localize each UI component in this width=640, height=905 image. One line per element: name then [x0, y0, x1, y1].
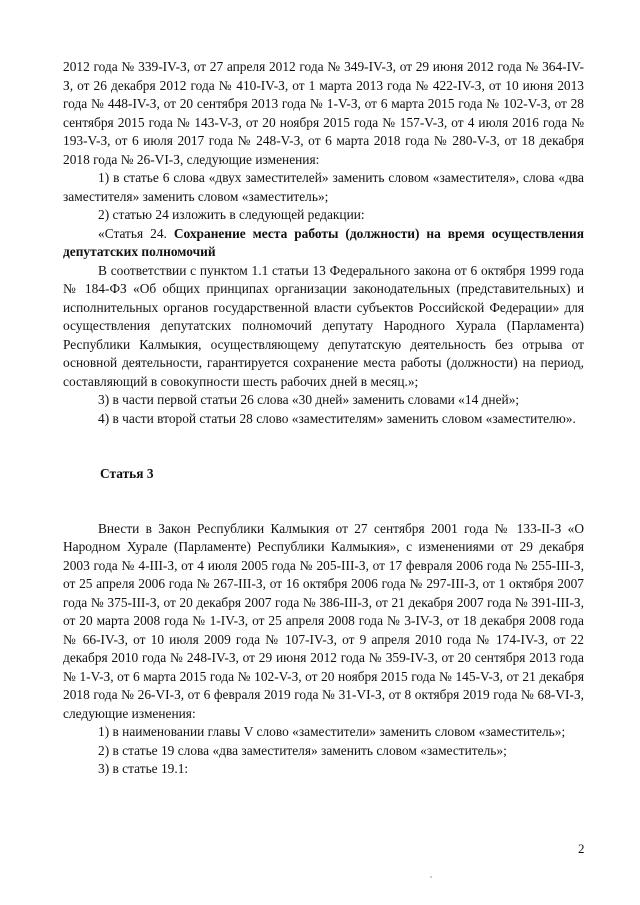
scan-speck — [430, 876, 432, 878]
page-number: 2 — [578, 841, 585, 856]
article-24-prefix: «Статья 24. — [98, 225, 174, 241]
article-24-title-paragraph — [63, 225, 584, 262]
article-24-title: Сохранение места работы (должности) на время осуществления депутатских полномочий — [63, 225, 584, 259]
document-page — [63, 58, 584, 779]
article-3-heading: Статья 3 — [100, 466, 154, 481]
item-2-paragraph: 2) статью 24 изложить в следующей редакции: — [98, 207, 365, 222]
item-3-paragraph: 3) в части первой статьи 26 слова «30 дней» заменить словами «14 дней»; — [98, 392, 520, 407]
item-1-paragraph: 1) в статье 6 слова «двух заместителей» заменить словом «заместителя», слова «два заместителя» заменить словом «заместитель»; — [63, 170, 584, 204]
article-3-item-1: 1) в наименовании главы V слово «заместители» заменить словом «заместитель»; — [98, 724, 566, 739]
article-3-item-3: 3) в статье 19.1: — [98, 761, 189, 776]
article-3-intro: Внести в Закон Республики Калмыкия от 27 сентября 2001 года № 133-II-З «О Народном Хурале (Парламенте) Республики Калмыкия», с изменениями от 29 декабря 2003 года № 4-III-З, от 4 июля 2005 года № 205-III-З, от 17 февраля 2006 года № 255-III-З, от 25 апреля 2006 года № 267-III-З, от 16 октября 2006 года № 297-III-З, от 1 октября 2007 года № 375-III-З, от 20 декабря 2007 года № 386-III-З, от 21 декабря 2007 года № 391-III-З, от 20 марта 2008 года № 1-IV-З, от 25 апреля 2008 года № 3-IV-З, от 18 декабря 2008 года № 66-IV-З, от 10 июля 2009 года № 107-IV-З, от 9 апреля 2010 года № 174-IV-З, от 22 декабря 2010 года № 248-IV-З, от 29 июня 2012 года № 359-IV-З, от 20 сентября 2013 года № 1-V-З, от 6 марта 2015 года № 102-V-З, от 20 ноября 2015 года № 145-V-З, от 21 декабря 2018 года № 26-VI-З, от 6 февраля 2019 года № 31-VI-З, от 8 октября 2019 года № 68-VI-З, следующие изменения: — [63, 520, 584, 721]
amendments-list-paragraph: 2012 года № 339-IV-З, от 27 апреля 2012 года № 349-IV-З, от 29 июня 2012 года № 364-IV-З, от 26 декабря 2012 года № 410-IV-З, от 1 марта 2013 года № 422-IV-З, от 10 июня 2013 года № 448-IV-З, от 20 сентября 2013 года № 1-V-З, от 6 марта 2015 года № 102-V-З, от 28 сентября 2015 года № 143-V-З, от 20 ноября 2015 года № 157-V-З, от 4 июля 2016 года № 193-V-З, от 6 июля 2017 года № 248-V-З, от 6 марта 2018 года № 280-V-З, от 18 декабря 2018 года № 26-VI-З, следующие изменения: — [63, 59, 584, 167]
item-4-paragraph: 4) в части второй статьи 28 слово «заместителям» заменить словом «заместителю». — [98, 410, 576, 426]
article-3-item-2: 2) в статье 19 слова «два заместителя» заменить словом «заместитель»; — [98, 742, 507, 758]
article-24-body: В соответствии с пунктом 1.1 статьи 13 Федерального закона от 6 октября 1999 года № 184-ФЗ «Об общих принципах организации законодательных (представительных) и исполнительных органов государственной власти субъектов Российской Федерации» для осуществления депутатских полномочий депутату Народного Хурала (Парламента) Республики Калмыкия, осуществляющему депутатскую деятельность без отрыва от основной деятельности, гарантируется сохранение места работы (должности) на период, составляющий в совокупности шесть рабочих дней в месяц.»; — [63, 262, 584, 389]
